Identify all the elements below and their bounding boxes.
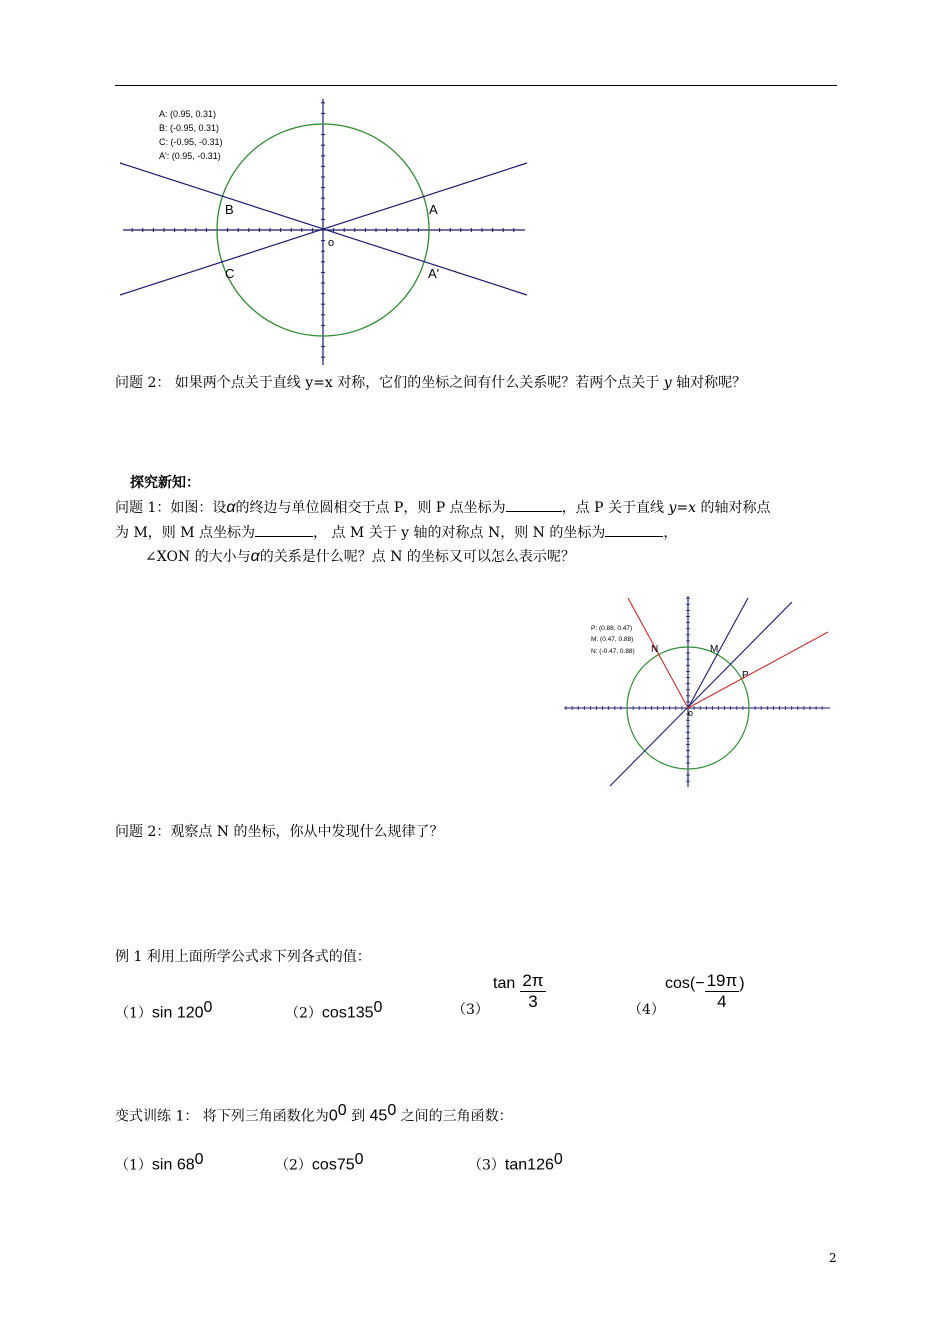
question-2-symmetry: [115, 373, 746, 393]
example-item-3-index: （3）: [452, 1002, 489, 1018]
expression: tan126: [504, 1156, 554, 1174]
degree-sup: 0: [553, 1151, 563, 1168]
q1-text: 问题 1：如图：设: [115, 500, 227, 516]
q1-text: 的轴对称点: [696, 500, 771, 516]
item-index: （1）: [115, 1157, 152, 1174]
example-item-1: [115, 998, 212, 1024]
fraction: [520, 971, 545, 1012]
q2-suffix: 轴对称呢？: [671, 375, 747, 391]
variant-item-1: [115, 1150, 204, 1176]
example-item-4: [665, 971, 745, 1012]
item-index: （2）: [285, 1005, 322, 1022]
answer-blank-m[interactable]: [255, 522, 313, 537]
example-1-title: 例 1 利用上面所学公式求下列各式的值：: [115, 949, 371, 965]
variant-item-2: [275, 1150, 364, 1176]
q1-text: 为 M，则 M 点坐标为: [115, 525, 256, 541]
question-1-line-2: [115, 522, 677, 543]
q2-prefix: 问题 2： 如果两个点关于直线 y=x 对称，它们的坐标之间有什么关系呢？若两个点关于: [115, 375, 664, 391]
q1-text: 的终边与单位圆相交于点 P，则 P 点坐标为: [235, 500, 506, 516]
section-title: 探究新知：: [130, 475, 200, 491]
origin-label: o: [328, 237, 335, 249]
q1-text: ，: [663, 525, 678, 541]
expression: sin 68: [151, 1156, 195, 1174]
figure1-legend: [159, 109, 223, 161]
legend-p: P: (0.88, 0.47): [591, 625, 633, 632]
unit-circle-figure-1: [115, 95, 535, 370]
degree-value: 0: [328, 1107, 338, 1125]
point-c-label: C: [225, 266, 235, 281]
close-paren: ): [739, 974, 745, 992]
numerator: 2π: [522, 971, 544, 990]
legend-c: C: (-0.95, -0.31): [159, 137, 223, 147]
legend-m: M: (0.47, 0.88): [591, 636, 634, 643]
q1-eq: y=x: [668, 500, 697, 516]
alpha-symbol: α: [226, 499, 236, 516]
answer-blank-n[interactable]: [605, 522, 663, 537]
degree-sup: 0: [337, 1102, 347, 1119]
header-rule: [115, 85, 837, 86]
denominator: 3: [528, 992, 538, 1011]
expression: cos135: [321, 1004, 374, 1022]
expression: sin 120: [151, 1004, 204, 1022]
q2-var-y: y: [663, 375, 672, 391]
legend-a2: A': (0.95, -0.31): [159, 151, 221, 161]
point-m-label: M: [710, 644, 719, 655]
variant-title: [115, 1101, 513, 1127]
variant-item-3: [468, 1150, 563, 1176]
item-index: （3）: [468, 1157, 505, 1174]
origin-label: o: [688, 708, 694, 718]
page-number: 2: [829, 1251, 837, 1265]
degree-sup: 0: [203, 999, 213, 1016]
degree-sup: 0: [194, 1151, 204, 1168]
expression-fn: tan: [493, 974, 516, 992]
degree-value: 45: [369, 1107, 388, 1125]
point-a-label: A: [429, 202, 438, 217]
example-item-4-index: （4）: [628, 1002, 665, 1018]
variant-text: 变式训练 1： 将下列三角函数化为: [115, 1108, 329, 1125]
unit-circle-figure-2: [560, 592, 835, 792]
fraction: [705, 971, 740, 1012]
legend-a: A: (0.95, 0.31): [159, 109, 217, 119]
variant-text: 到: [346, 1108, 370, 1125]
point-n-label: N: [651, 644, 659, 655]
point-b-label: B: [225, 202, 234, 217]
question-1-line-1: [115, 497, 770, 518]
answer-blank-p[interactable]: [506, 497, 562, 512]
degree-sup: 0: [354, 1151, 364, 1168]
expression-fn: cos(−: [665, 974, 705, 992]
alpha-symbol: α: [250, 548, 260, 565]
degree-sup: 0: [373, 999, 383, 1016]
line-y-equals-x: [610, 602, 792, 786]
degree-sup: 0: [387, 1102, 397, 1119]
numerator: 19π: [706, 971, 738, 990]
point-a2-label: A': [428, 266, 440, 281]
q1-text: ∠XON 的大小与: [145, 549, 251, 565]
variant-text: 之间的三角函数：: [396, 1108, 513, 1125]
question-2-observe: 问题 2：观察点 N 的坐标，你从中发现什么规律了？: [115, 824, 444, 840]
point-p-label: P: [742, 670, 749, 681]
example-item-2: [285, 998, 382, 1024]
legend-n: N: (-0.47, 0.88): [591, 648, 635, 655]
expression: cos75: [311, 1156, 355, 1174]
item-index: （2）: [275, 1157, 312, 1174]
example-item-3: [493, 971, 546, 1012]
q1-text: ， 点 M 关于 y 轴的对称点 N，则 N 的坐标为: [313, 525, 606, 541]
q1-text: 的关系是什么呢？点 N 的坐标又可以怎么表示呢？: [259, 549, 575, 565]
item-index: （1）: [115, 1005, 152, 1022]
legend-b: B: (-0.95, 0.31): [159, 123, 220, 133]
denominator: 4: [717, 992, 727, 1011]
question-1-line-3: [145, 547, 575, 567]
q1-text: ，点 P 关于直线: [561, 500, 669, 516]
